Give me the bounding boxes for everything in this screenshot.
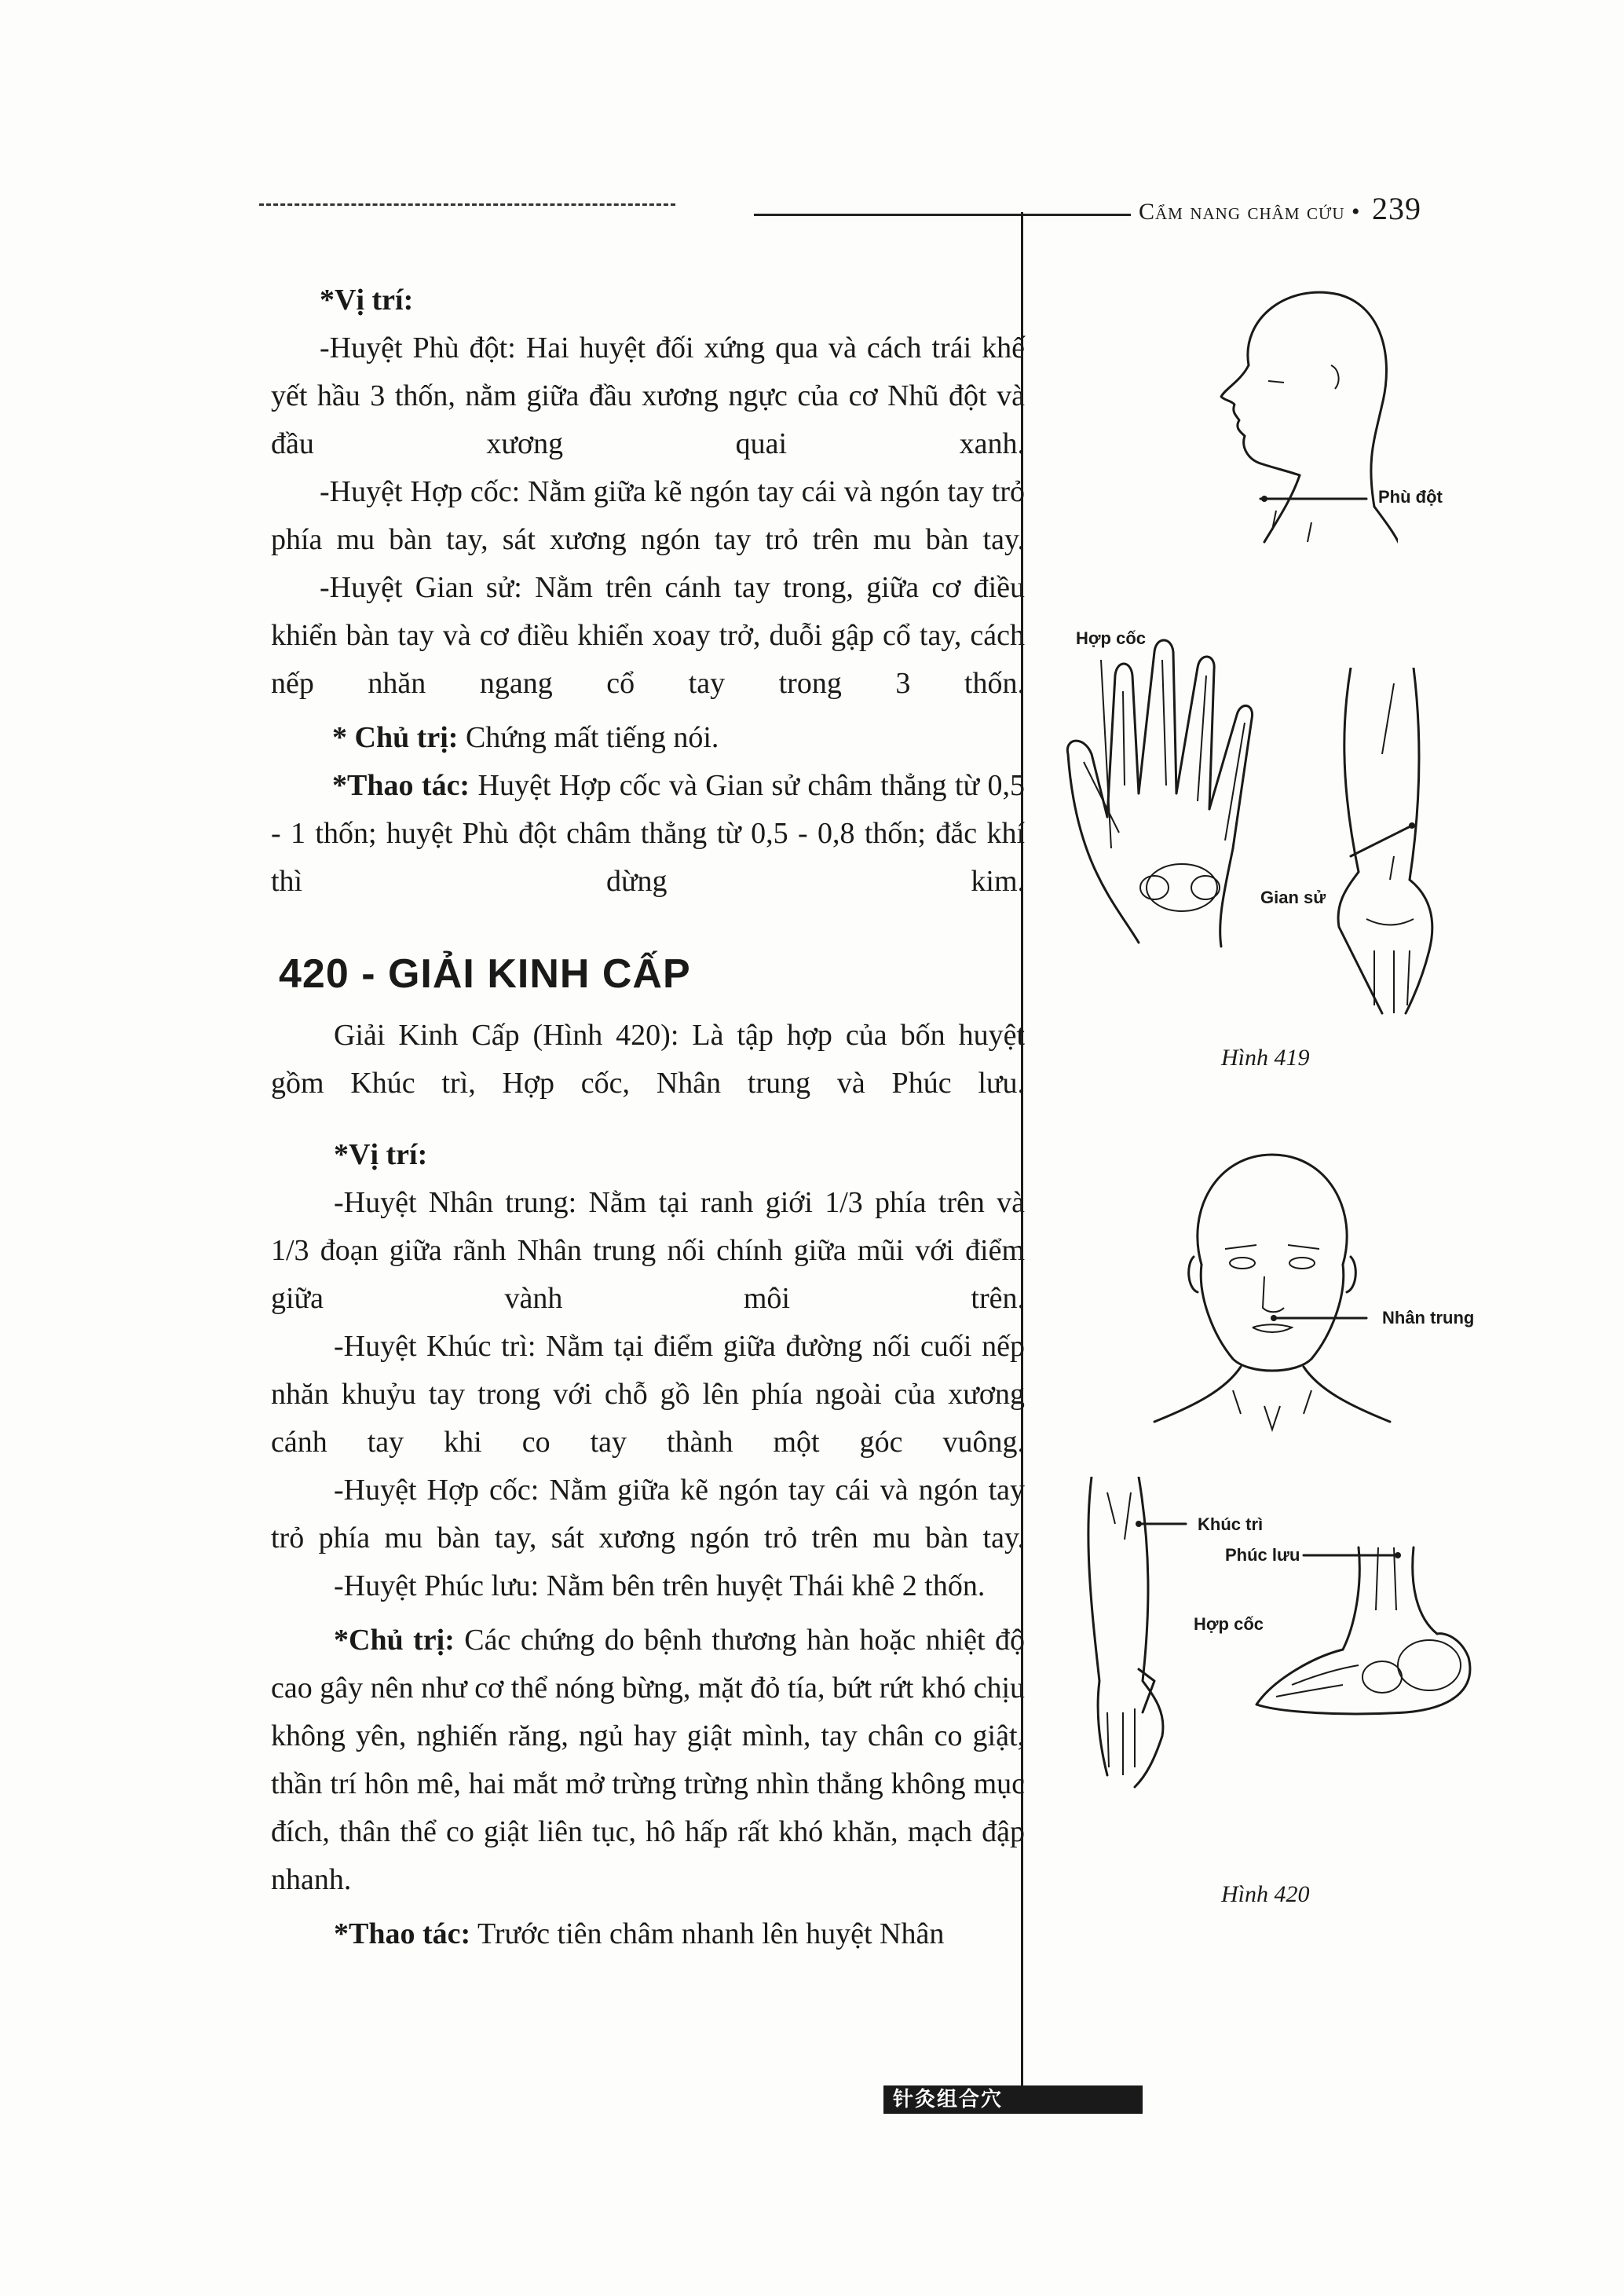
section-420-text (271, 1012, 1025, 1958)
label-hop-coc-420: Hợp cốc (1194, 1614, 1264, 1634)
page-number: 239 (1372, 191, 1422, 226)
thao-tac-text-420: Trước tiên châm nhanh lên huyệt Nhân (470, 1917, 945, 1950)
caption-figure-420: Hình 420 (1221, 1881, 1310, 1907)
caption-figure-419: Hình 419 (1221, 1045, 1310, 1071)
paragraph-nhan-trung: -Huyệt Nhân trung: Nằm tại ranh giới 1/3 phía trên và 1/3 đoạn giữa rãnh Nhân trung nối chính giữa mũi với điểm giữa vành môi trên. (271, 1186, 1025, 1315)
header-rule-right (754, 214, 1131, 216)
paragraph-intro: Giải Kinh Cấp (Hình 420): Là tập hợp của bốn huyệt gồm Khúc trì, Hợp cốc, Nhân trung và Phúc lưu. (271, 1019, 1025, 1100)
chu-tri-text-420: Các chứng do bệnh thương hàn hoặc nhiệt độ cao gây nên như cơ thể nóng bừng, mặt đỏ tía, bứt rứt khó chịu không yên, nghiến răng, ngủ hay giật mình, tay chân co giật, thần trí hôn mê, hai mắt mở trừng trừng nhìn thẳng không mục đích, thân thể co giật liên tục, hô hấp rất khó khăn, mạch đập nhanh. (271, 1624, 1025, 1896)
label-nhan-trung: Nhân trung (1382, 1308, 1475, 1327)
front-face-illustration (1139, 1139, 1406, 1445)
header-rule-left (259, 203, 675, 206)
paragraph-chu-tri (271, 714, 1025, 762)
foot-illustration (1225, 1540, 1492, 1728)
forearm-illustration (1319, 668, 1453, 1021)
label-hop-coc-419: Hợp cốc (1076, 628, 1146, 648)
vi-tri-heading-420: *Vị trí: (334, 1138, 428, 1171)
section-419-text (271, 276, 1025, 906)
arm-illustration (1076, 1477, 1202, 1791)
profile-head-illustration (1131, 271, 1398, 562)
paragraph-thao-tac (271, 762, 1025, 906)
paragraph-khuc-tri: -Huyệt Khúc trì: Nằm tại điểm giữa đường nối cuối nếp nhăn khuỷu tay trong với chỗ gồ lên phía ngoài của xương cánh tay khi co tay thành một góc vuông. (271, 1330, 1025, 1459)
label-phu-dot: Phù đột (1378, 487, 1443, 507)
vi-tri-heading: *Vị trí: (320, 284, 414, 317)
chu-tri-label-420: *Chủ trị: (334, 1624, 455, 1657)
paragraph-phuc-luu: -Huyệt Phúc lưu: Nằm bên trên huyệt Thái khê 2 thốn. (334, 1569, 986, 1602)
label-gian-su: Gian sử (1260, 888, 1326, 907)
thao-tac-label-420: *Thao tác: (334, 1917, 471, 1950)
chu-tri-text: Chứng mất tiếng nói. (458, 721, 719, 754)
paragraph-hop-coc-420: -Huyệt Hợp cốc: Nằm giữa kẽ ngón tay cái và ngón tay trỏ phía mu bàn tay, sát xương ngón trỏ trên mu bàn tay. (271, 1474, 1025, 1554)
running-header: Cẩm nang châm cứu • 239 (1139, 191, 1422, 226)
footer-tag: 针灸组合穴 (883, 2085, 1143, 2114)
paragraph-thao-tac-420 (271, 1910, 1025, 1958)
paragraph-gian-su: -Huyệt Gian sử: Nằm trên cánh tay trong, giữa cơ điều khiển bàn tay và cơ điều khiển xoay trở, duỗi gập cổ tay, cách nếp nhăn ngang cổ tay trong 3 thốn. (271, 571, 1025, 700)
label-khuc-tri: Khúc trì (1198, 1514, 1264, 1534)
section-title: 420 - GIẢI KINH CẤP (279, 951, 691, 997)
label-phuc-luu: Phúc lưu (1225, 1545, 1300, 1565)
paragraph-phu-dot: -Huyệt Phù đột: Hai huyệt đối xứng qua và cách trái khế yết hầu 3 thốn, nằm giữa đầu xương ngực của cơ Nhũ đột và đầu xương quai xanh. (271, 331, 1025, 460)
chu-tri-label: * Chủ trị: (332, 721, 459, 754)
paragraph-chu-tri-420 (271, 1617, 1025, 1904)
thao-tac-text: Huyệt Hợp cốc và Gian sử châm thẳng từ 0,5 - 1 thốn; huyệt Phù đột châm thẳng từ 0,5 - 0,8 thốn; đắc khí thì dừng kim. (271, 769, 1026, 898)
thao-tac-label: *Thao tác: (332, 769, 470, 802)
paragraph-hop-coc: -Huyệt Hợp cốc: Nằm giữa kẽ ngón tay cái và ngón tay trỏ phía mu bàn tay, sát xương ngón tay trỏ trên mu bàn tay. (271, 475, 1025, 556)
running-title: Cẩm nang châm cứu (1139, 199, 1345, 225)
